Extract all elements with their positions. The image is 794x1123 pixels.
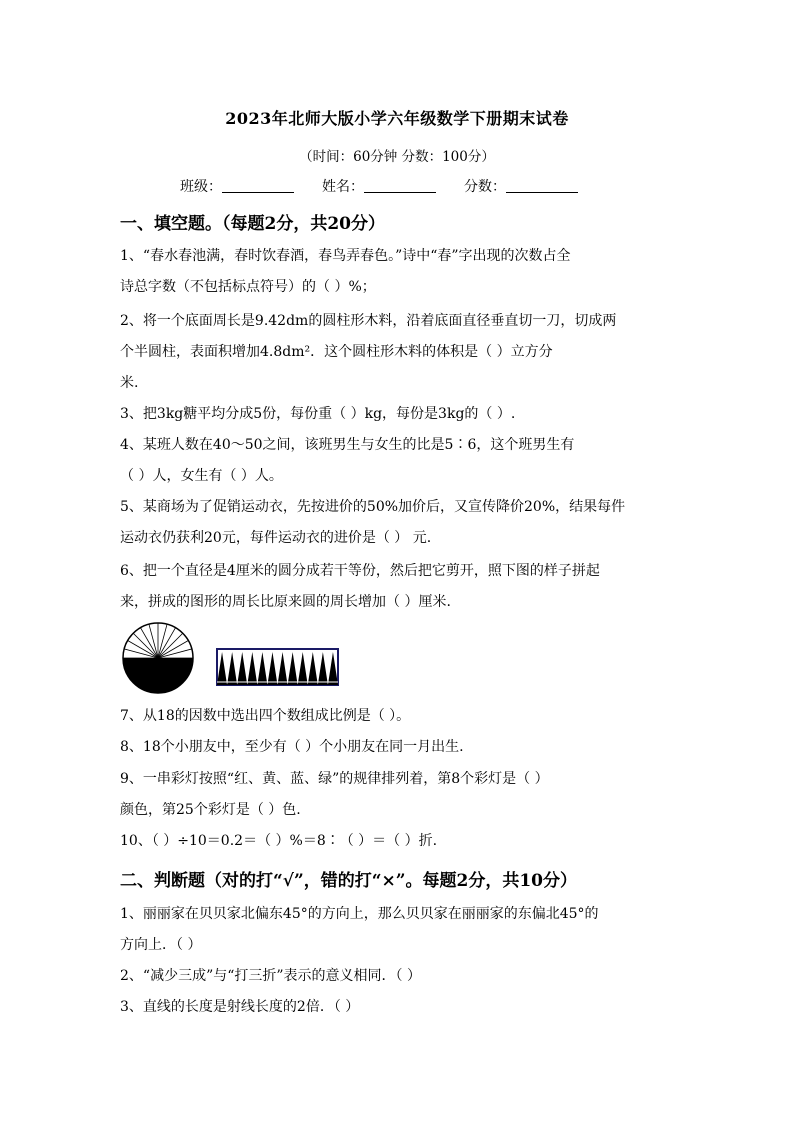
question-line: 5、某商场为了促销运动衣，先按进价的50%加价后，又宣传降价20%，结果每件 xyxy=(120,499,626,515)
circle-sectors-figure xyxy=(120,621,200,695)
rearranged-strip xyxy=(217,649,338,685)
student-info-row xyxy=(180,176,578,196)
question-line: 8、18个小朋友中，至少有（ ）个小朋友在同一月出生. xyxy=(120,739,464,755)
name-field xyxy=(322,176,436,196)
question-line: 10、（ ）÷10＝0.2＝（ ）%＝8∶（ ）＝（ ）折. xyxy=(120,833,438,849)
question-line: 运动衣仍获利20元，每件运动衣的进价是（ ） 元. xyxy=(120,530,432,546)
question-line: 米. xyxy=(120,375,139,391)
sectored-circle xyxy=(123,623,193,693)
class-field xyxy=(180,176,294,196)
question-line: 6、把一个直径是4厘米的圆分成若干等份，然后把它剪开，照下图的样子拼起 xyxy=(120,563,600,579)
question-line: 1、“春水春池满，春时饮春酒，春鸟弄春色。”诗中“春”字出现的次数占全 xyxy=(120,248,571,264)
question-line: 诗总字数（不包括标点符号）的（ ）%； xyxy=(120,279,376,295)
question-line: 3、直线的长度是射线长度的2倍．（ ） xyxy=(120,999,360,1015)
question-line: 1、丽丽家在贝贝家北偏东45°的方向上，那么贝贝家在丽丽家的东偏北45°的 xyxy=(120,906,599,922)
question-line: 颜色，第25个彩灯是（ ）色. xyxy=(120,802,301,818)
question-line: 个半圆柱，表面积增加4.8dm²．这个圆柱形木料的体积是（ ）立方分 xyxy=(120,344,553,360)
class-label: 班级： xyxy=(180,179,222,195)
class-blank[interactable] xyxy=(222,178,294,193)
question-line: 9、一串彩灯按照“红、黄、蓝、绿”的规律排列着，第8个彩灯是（ ） xyxy=(120,771,549,787)
question-line: 方向上．（ ） xyxy=(120,937,202,953)
question-line: 3、把3kg糖平均分成5份，每份重（ ）kg，每份是3kg的（ ）. xyxy=(120,406,516,422)
name-label: 姓名： xyxy=(322,179,364,195)
score-blank[interactable] xyxy=(506,178,578,193)
exam-subtitle: （时间：60分钟 分数：100分） xyxy=(299,149,495,165)
question-line: 2、将一个底面周长是9.42dm的圆柱形木料，沿着底面直径垂直切一刀，切成两 xyxy=(120,313,617,329)
question-line: 2、“减少三成”与“打三折”表示的意义相同．（ ） xyxy=(120,968,421,984)
score-label: 分数： xyxy=(464,179,506,195)
score-field xyxy=(464,176,578,196)
page-title: 2023年北师大版小学六年级数学下册期末试卷 xyxy=(225,109,569,128)
question-line: （ ）人，女生有（ ）人。 xyxy=(120,468,283,484)
name-blank[interactable] xyxy=(364,178,436,193)
section-1-heading: 一、填空题。（每题2分，共20分） xyxy=(120,214,385,234)
question-line: 4、某班人数在40～50之间，该班男生与女生的比是5∶6，这个班男生有 xyxy=(120,437,575,453)
section-2-heading: 二、判断题（对的打“√”，错的打“×”。每题2分，共10分） xyxy=(120,871,578,891)
rearranged-strip-figure xyxy=(214,647,344,689)
circle-bottom-half xyxy=(123,658,193,693)
question-line: 来，拼成的图形的周长比原来圆的周长增加（ ）厘米. xyxy=(120,594,451,610)
question-line: 7、从18的因数中选出四个数组成比例是（ ）。 xyxy=(120,708,411,724)
